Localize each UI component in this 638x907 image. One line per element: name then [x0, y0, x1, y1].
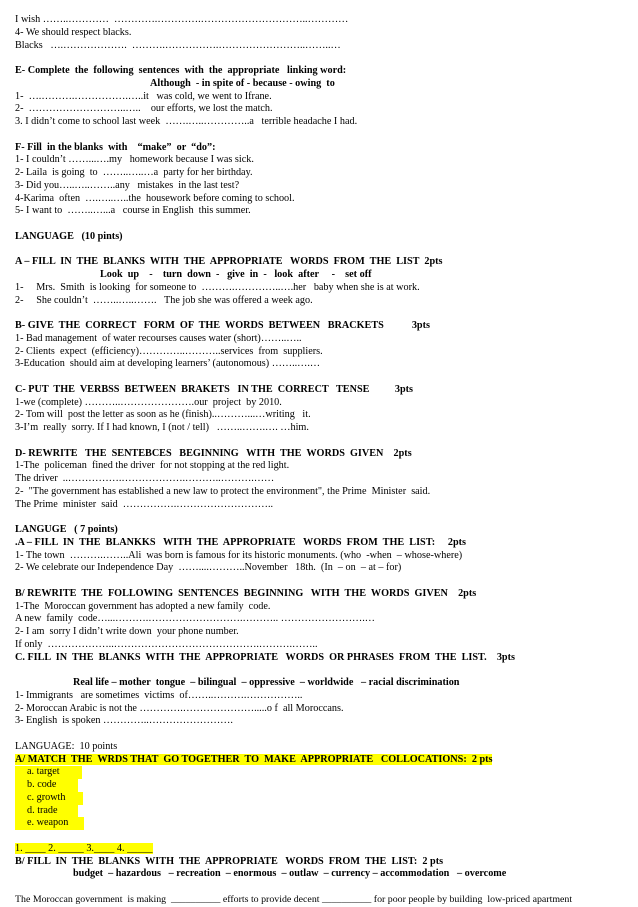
exercise-item: 1- Immigrants are sometimes victims of……..……….……………..: [15, 689, 303, 701]
section-b1-heading: B- GIVE THE CORRECT FORM OF THE WORDS BETWEEN BRACKETS 3pts: [15, 320, 430, 331]
collocation-option: b. code: [15, 779, 78, 792]
exercise-item: 1- Bad management of water recourses causes water (short)……..…..: [15, 332, 302, 344]
exercise-item: 4-Karima often ….…..…..the housework before coming to school.: [15, 192, 295, 204]
exercise-item: 2- Moroccan Arabic is not the ………….………………….....o f all Moroccans.: [15, 702, 344, 714]
exercise-item: 3- Did you…..…..……..any mistakes in the last test?: [15, 179, 240, 191]
section-c2-word-list: Real life – mother tongue – bilingual – oppressive – worldwide – racial discrimination: [73, 677, 460, 688]
collocation-option: e. weapon: [15, 817, 84, 830]
section-f-heading: F- Fill in the blanks with “make” or “do”:: [15, 141, 216, 153]
exercise-item: 3. I didn’t come to school last week …….…..…………..a terrible headache I had.: [15, 116, 358, 127]
exercise-item: 3-I’m really sorry. If I had known, I (not / tell) ……..…….…. …him.: [15, 422, 309, 433]
text-line: I wish ……..………… ………….………….…………………………..…………: [15, 14, 349, 25]
exercise-item: The Moroccan government is making __________ efforts to provide decent __________ for poor people by building low-priced apartment: [15, 893, 573, 905]
exercise-item: 2- I am sorry I didn’t write down your phone number.: [15, 626, 239, 637]
collocation-option: a. target: [15, 766, 82, 779]
language-heading-1: LANGUAGE (10 pints): [15, 230, 123, 242]
exercise-item: 2- "The government has established a new law to protect the environment", the Prime Minister said.: [15, 485, 431, 497]
collocation-option: d. trade: [15, 805, 78, 818]
exercise-item: 2- She couldn’t ……..…..……. The job she was offered a week ago.: [15, 294, 313, 306]
language-heading-2: LANGUGE ( 7 points): [15, 524, 118, 535]
exercise-item: 1- The town ……….……..Ali was born is famous for its historic monuments. (who -when – whose-where): [15, 549, 463, 561]
text-line: Blacks ….………………. ……….…………….……………………..……..…: [15, 39, 341, 51]
exercise-item: 2- Laila is going to ……..…..…a party for her birthday.: [15, 167, 253, 178]
exercise-item: 1- ….……….…………….…..it was cold, we went to Ifrane.: [15, 90, 272, 102]
section-c1-heading: C- PUT THE VERBSS BETWEEN BRAKETS IN THE CORRECT TENSE 3pts: [15, 383, 413, 395]
exercise-item: The driver ..…………….……………….………..……….……: [15, 473, 275, 484]
exercise-item: 1- Mrs. Smith is looking for someone to ……….…………..….her baby when she is at work.: [15, 281, 420, 293]
section-e-word-list: Although - in spite of - because - owing to: [150, 77, 335, 89]
section-b3-heading: B/ FILL IN THE BLANKS WITH THE APPROPRIATE WORDS FROM THE LIST: 2 pts: [15, 855, 444, 867]
exercise-item: 1-The policeman fined the driver for not stopping at the red light.: [15, 460, 290, 472]
collocation-option: c. growth: [15, 792, 83, 805]
section-b3-word-list: budget – hazardous – recreation – enormous – outlaw – currency – accommodation – overcome: [73, 868, 507, 880]
exercise-item: 2- Clients expect (efficiency)…………..………..services from suppliers.: [15, 345, 323, 357]
section-a1-heading: A – FILL IN THE BLANKS WITH THE APPROPRIATE WORDS FROM THE LIST 2pts: [15, 256, 443, 268]
section-a1-word-list: Look up - turn down - give in - look after - set off: [100, 269, 372, 280]
exercise-item: 5- I want to ……..…...a course in English this summer.: [15, 205, 251, 217]
text-line: 4- We should respect blacks.: [15, 26, 132, 38]
section-b2-heading: B/ REWRITE THE FOLLOWING SENTENCES BEGINNING WITH THE WORDS GIVEN 2pts: [15, 587, 477, 599]
exercise-item: 1-The Moroccan government has adopted a new family code.: [15, 600, 271, 612]
worksheet-page: [15, 14, 627, 907]
exercise-item: The Prime minister said …………….………………………..: [15, 498, 274, 510]
exercise-item: 1- I couldn’t ……...….my homework because I was sick.: [15, 154, 254, 166]
exercise-item: 2- Tom will post the letter as soon as he (finish)..………...…writing it.: [15, 409, 311, 421]
exercise-item: If only ………………..…………………………………….……….……..: [15, 638, 318, 650]
exercise-item: 1-we (complete) ………..………………….our project by 2010.: [15, 396, 282, 408]
exercise-item: A new family code…...……….……………………….……….. …………………….…: [15, 613, 375, 625]
exercise-item: 3-Education should aim at developing learners’ (autonomous) ……..….…: [15, 358, 321, 370]
section-d1-heading: D- REWRITE THE SENTEBCES BEGINNING WITH THE WORDS GIVEN 2pts: [15, 447, 412, 459]
section-e-heading: E- Complete the following sentences with the appropriate linking word:: [15, 65, 347, 76]
collocation-answer-blanks: 1. ____ 2. _____ 3.____ 4. _____: [15, 842, 153, 854]
section-c2-heading: C. FILL IN THE BLANKS WITH THE APPROPRIATE WORDS OR PHRASES FROM THE LIST. 3pts: [15, 651, 515, 663]
exercise-item: 3- English is spoken …………..…………………….: [15, 715, 233, 727]
exercise-item: 2- We celebrate our Independence Day ……....………..November 18th. (In – on – at – for): [15, 562, 402, 574]
exercise-item: 2- ………………………..….. our efforts, we lost the match.: [15, 103, 273, 115]
section-a3-heading: A/ MATCH THE WRDS THAT GO TOGETHER TO MAKE APPROPRIATE COLLOCATIONS: 2 pts: [15, 753, 493, 765]
language-heading-3: LANGUAGE: 10 points: [15, 740, 118, 752]
section-a2-heading: .A – FILL IN THE BLANKKS WITH THE APPROPRIATE WORDS FROM THE LIST: 2pts: [15, 536, 466, 548]
